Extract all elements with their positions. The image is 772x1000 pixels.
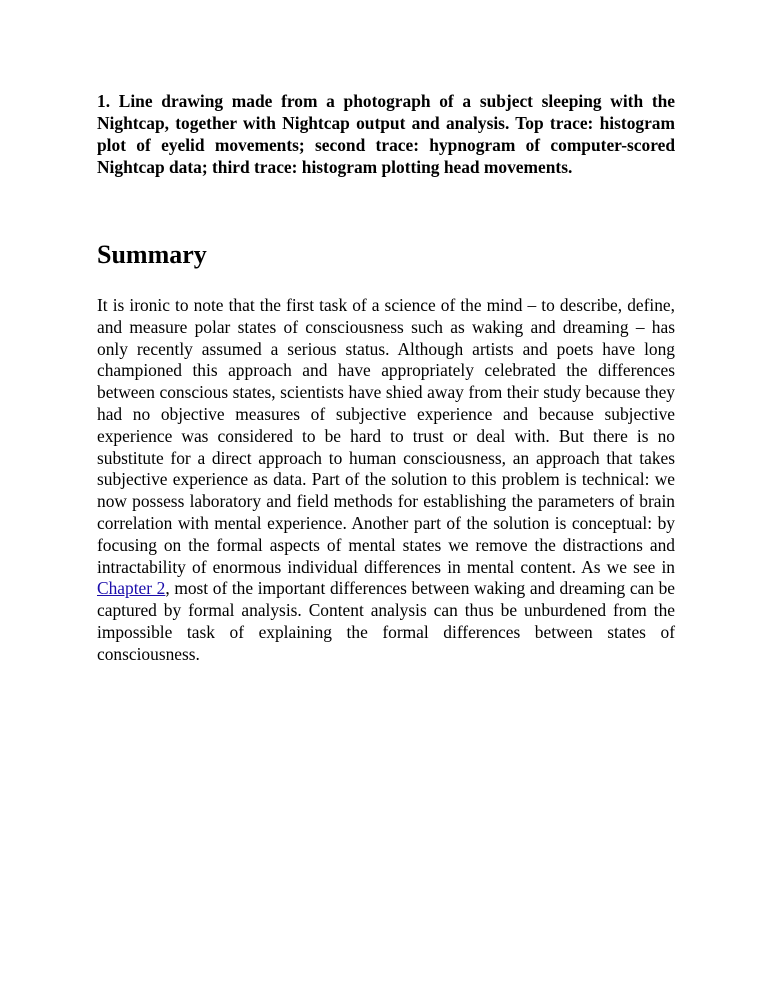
section-heading: Summary — [97, 240, 207, 269]
summary-paragraph — [97, 295, 675, 666]
figure-caption: 1. Line drawing made from a photograph of a subject sleeping with the Nightcap, together with Nightcap output and analysis. Top trace: histogram plot of eyelid movements; second trace: hypnogram of computer-scored Nightcap data; third trace: histogram plotting head movements. — [97, 91, 675, 177]
summary-text-after-link: , most of the important differences between waking and dreaming can be captured by formal analysis. Content analysis can thus be unburdened from the impossible task of explaining the formal differences between states of consciousness. — [97, 578, 675, 664]
summary-text-before-link: It is ironic to note that the first task of a science of the mind – to describe, define, and measure polar states of consciousness such as waking and dreaming – has only recently assumed a serious status. Although artists and poets have long championed this approach and have appropriately celebrated the differences between conscious states, scientists have shied away from their study because they had no objective measures of subjective experience and because subjective experience was considered to be hard to trust or deal with. But there is no substitute for a direct approach to human consciousness, an approach that takes subjective experience as data. Part of the solution to this problem is technical: we now possess laboratory and field methods for establishing the parameters of brain correlation with mental experience. Another part of the solution is conceptual: by focusing on the formal aspects of mental states we remove the distractions and intractability of enormous individual differences in mental content. As we see in — [97, 295, 675, 577]
document-page — [97, 90, 675, 666]
chapter-2-link[interactable]: Chapter 2 — [97, 578, 166, 599]
